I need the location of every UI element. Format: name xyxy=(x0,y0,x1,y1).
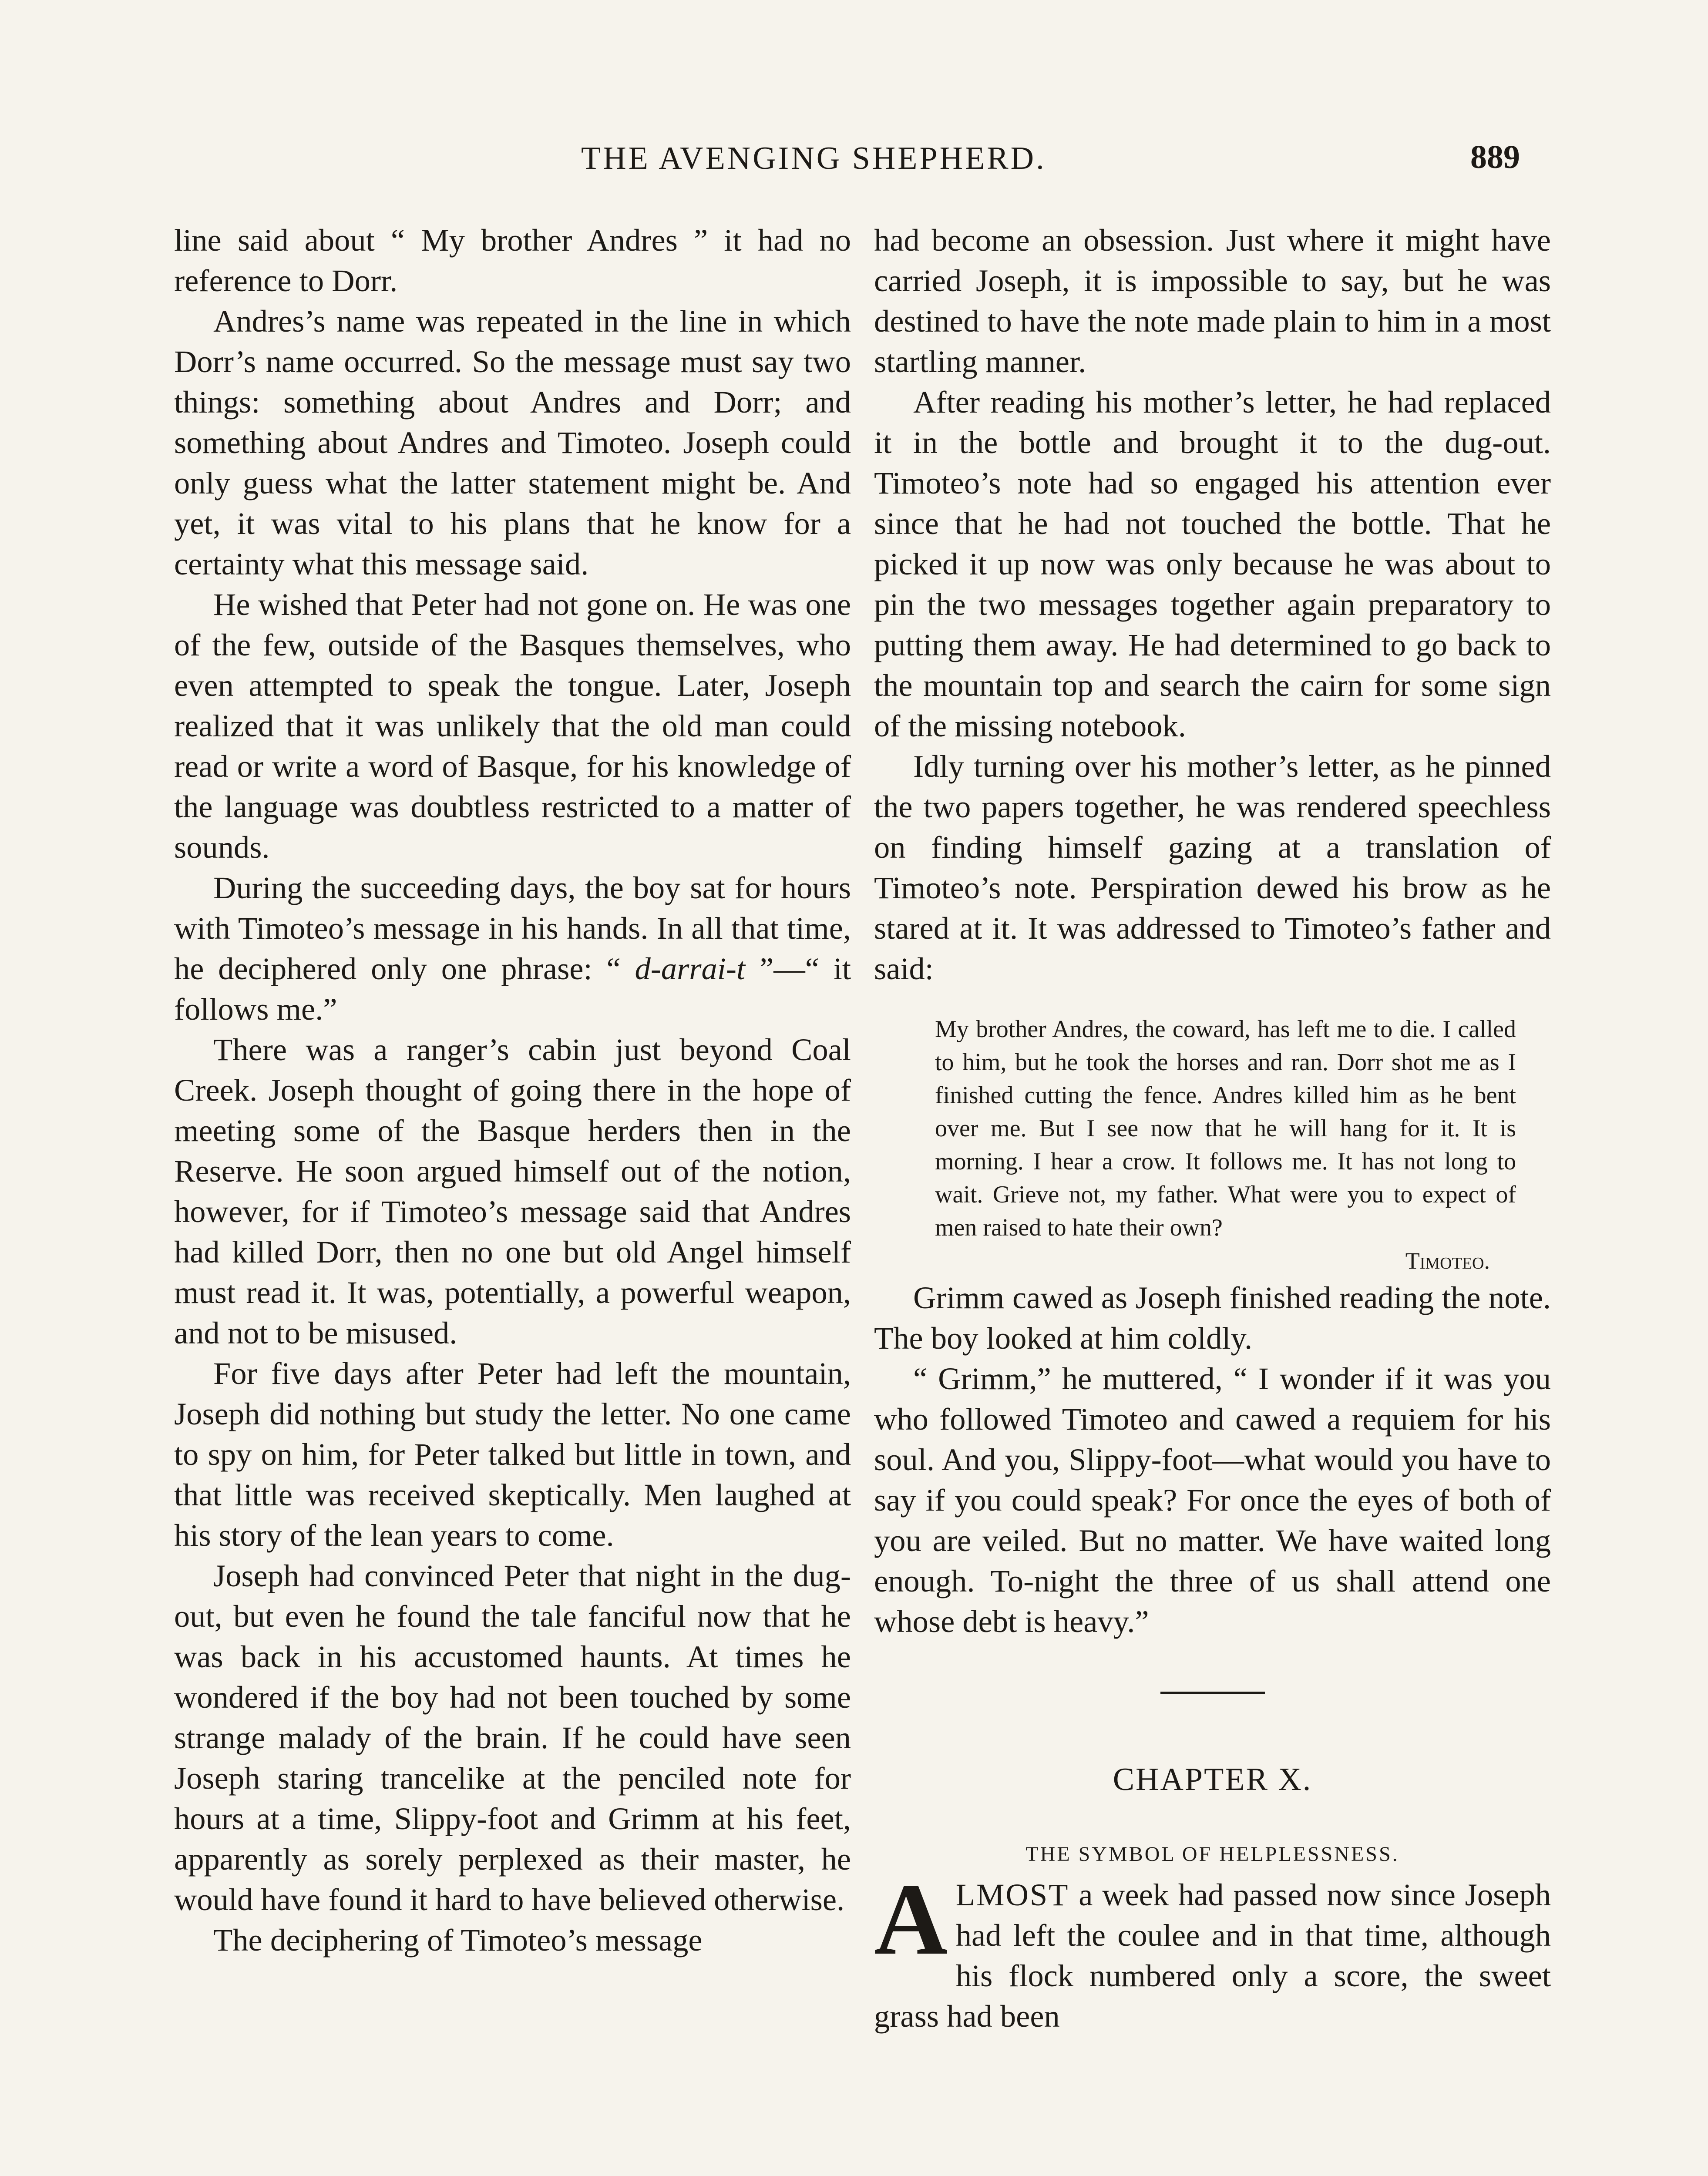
running-head: THE AVENGING SHEPHERD. xyxy=(581,141,1046,176)
paragraph: had become an obsession. Just where it might have carried Joseph, it is impossible to say, but he was destined to have the note made plain to him in a most startling manner. xyxy=(874,222,1551,379)
paragraph: There was a ranger’s cabin just beyond Coal Creek. Joseph thought of going there in the hope of meeting some of the Basque herders then in the Reserve. He soon argued himself out of the notion, however, for if Timoteo’s message said that Andres had killed Dorr, then no one but old Angel himself must read it. It was, potentially, a powerful weapon, and not to be misused. xyxy=(174,1032,851,1350)
section-divider xyxy=(1160,1692,1265,1694)
drop-cap: A xyxy=(874,1863,948,1976)
paragraph-text: During the succeeding days, the boy sat for hours with Timoteo’s message in his hands. In all that time, he deciphered only one phrase: “ xyxy=(174,870,851,986)
chapter-title: CHAPTER X. xyxy=(1113,1762,1312,1797)
paragraph xyxy=(174,867,851,1029)
paragraph: For five days after Peter had left the mountain, Joseph did nothing but study the letter. No one came to spy on him, for Peter talked but little in town, and that little was received skeptically. Men laughed at his story of the lean years to come. xyxy=(174,1356,851,1553)
opening-small-caps: LMOST xyxy=(955,1877,1069,1912)
paragraph: Grimm cawed as Joseph finished reading the note. The boy looked at him coldly. xyxy=(874,1280,1551,1356)
quoted-letter xyxy=(935,1013,1516,1277)
left-column xyxy=(174,220,851,1960)
chapter-opening-paragraph xyxy=(874,1863,1551,2036)
paragraph: Joseph had convinced Peter that night in the dug-out, but even he found the tale fanciful now that he was back in his accustomed haunts. At times he wondered if the boy had not been touched by some strange malady of the brain. If he could have seen Joseph staring trancelike at the penciled note for hours at a time, Slippy-foot and Grimm at his feet, apparently as sorely perplexed as their master, he would have found it hard to have believed otherwise. xyxy=(174,1558,851,1917)
chapter-subtitle: THE SYMBOL OF HELPLESSNESS. xyxy=(1025,1843,1399,1866)
right-column xyxy=(874,220,1551,2036)
paragraph: “ Grimm,” he muttered, “ I wonder if it was you who followed Timoteo and cawed a requiem for his soul. And you, Slippy-foot—what would you have to say if you could speak? For once the eyes of both of you are veiled. But no matter. We have waited long enough. To-night the three of us shall attend one whose debt is heavy.” xyxy=(874,1361,1551,1639)
paragraph-text: a week had passed now since Joseph had left the coulee and in that time, although his flock numbered only a score, the sweet grass had been xyxy=(874,1877,1551,2034)
paragraph: He wished that Peter had not gone on. He was one of the few, outside of the Basques themselves, who even attempted to speak the tongue. Later, Joseph realized that it was unlikely that the old man could read or write a word of Basque, for his knowledge of the language was doubtless restricted to a matter of sounds. xyxy=(174,587,851,865)
basque-phrase: d-arrai-t xyxy=(635,951,746,986)
paragraph: Andres’s name was repeated in the line in which Dorr’s name occurred. So the message must say two things: something about Andres and Dorr; and something about Andres and Timoteo. Joseph could only guess what the latter statement might be. And yet, it was vital to his plans that he know for a certainty what this message said. xyxy=(174,303,851,581)
paragraph: After reading his mother’s letter, he had replaced it in the bottle and brought it to the dug-out. Timoteo’s note had so engaged his attention ever since that he had not touched the bottle. That he picked it up now was only because he was about to pin the two messages together again preparatory to putting them away. He had determined to go back to the mountain top and search the cairn for some sign of the missing notebook. xyxy=(874,384,1551,743)
paragraph: The deciphering of Timoteo’s message xyxy=(213,1922,703,1958)
paragraph: line said about “ My brother Andres ” it had no reference to Dorr. xyxy=(174,222,851,298)
paragraph: Idly turning over his mother’s letter, as he pinned the two papers together, he was rendered speechless on finding himself gazing at a translation of Timoteo’s note. Perspiration dewed his brow as he stared at it. It was addressed to Timoteo’s father and said: xyxy=(874,749,1551,986)
letter-text: My brother Andres, the coward, has left me to die. I called to him, but he took the horses and ran. Dorr shot me as I finished cutting the fence. Andres killed him as he bent over me. But I see now that he will hang for it. It is morning. I hear a crow. It follows me. It has not long to wait. Grieve not, my father. What were you to expect of men raised to hate their own? xyxy=(935,1016,1516,1241)
paragraph-text: ”—“ it follows me.” xyxy=(174,951,851,1027)
letter-signature: Timoteo. xyxy=(1405,1248,1490,1274)
page-number: 889 xyxy=(1470,139,1520,175)
